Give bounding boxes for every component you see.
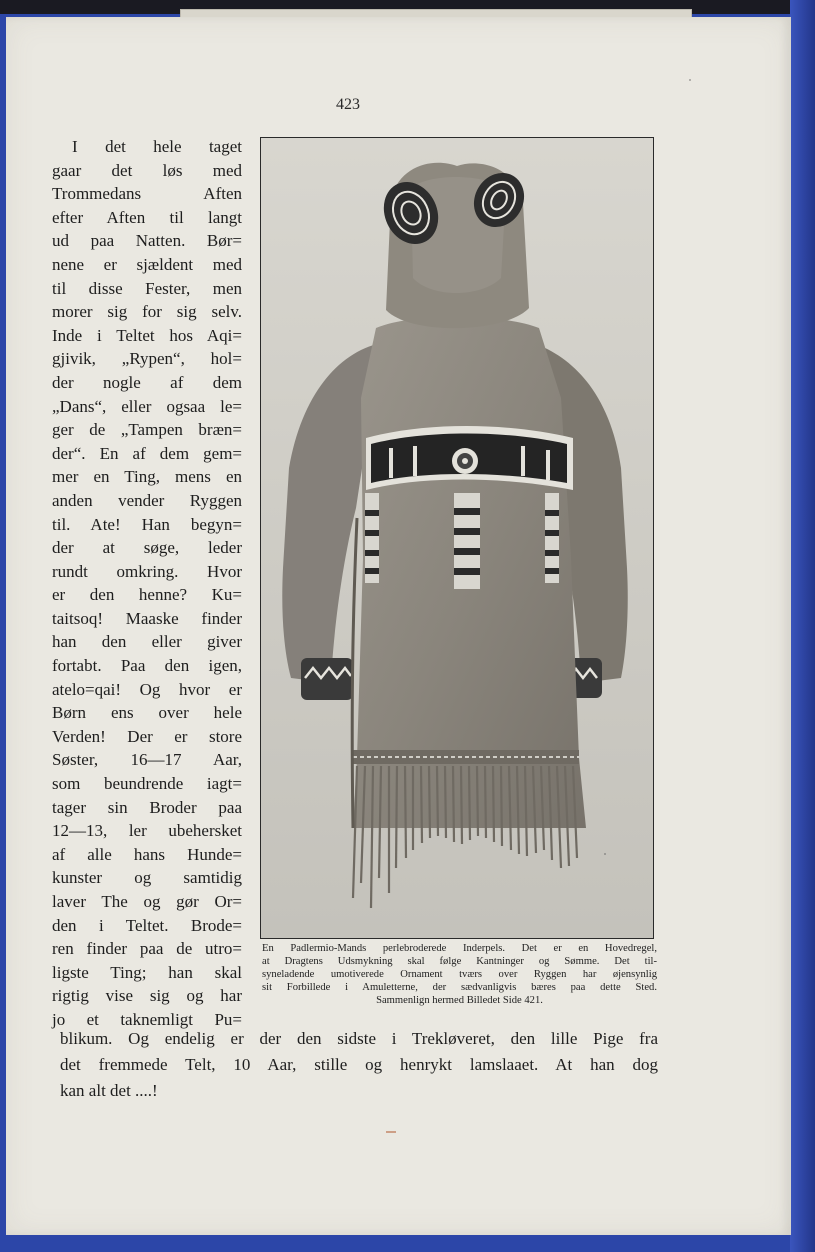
text-line: den i Teltet. Brode= [52, 915, 242, 935]
photo-caption [262, 942, 657, 1007]
text-line: atelo=qai! Og hvor er [52, 679, 242, 699]
caption-line: sit Forbillede i Amuletterne, der sædvanligvis bæres paa dette Sted. [262, 982, 657, 993]
caption-line: Sammenlign hermed Billedet Side 421. [376, 995, 543, 1006]
text-line: mer en Ting, mens en [52, 467, 242, 487]
text-line: det fremmede Telt, 10 Aar, stille og henrykt lamslaaet. At han dog [60, 1055, 658, 1074]
paper-speck [689, 79, 691, 81]
text-line: morer sig for sig selv. [52, 302, 242, 322]
fur-coat-illustration [261, 138, 653, 938]
text-line: gjivik, „Rypen“, hol= [52, 349, 242, 369]
text-line: af alle hans Hunde= [52, 844, 242, 864]
text-line: tager sin Broder paa [52, 797, 242, 817]
beaded-strand-right [545, 493, 559, 583]
text-line: efter Aften til langt [52, 207, 242, 227]
caption-line: at Dragtens Udsmykning skal følge Kantninger og Sømme. Det til- [262, 956, 657, 967]
cover-spine-edge [790, 0, 815, 1252]
text-line: Inde i Teltet hos Aqi= [52, 325, 242, 345]
caption-line: syneladende umotiverede Ornament tværs over Ryggen har øjensynlig [262, 969, 657, 980]
text-line: kan alt det ....! [60, 1081, 158, 1100]
beaded-strand-center [454, 493, 480, 589]
text-line: 12—13, ler ubehersket [52, 821, 242, 841]
text-line: laver The og gør Or= [52, 892, 242, 911]
text-line: Søster, 16—17 Aar, [52, 750, 242, 770]
text-line: til disse Fester, men [52, 278, 242, 298]
text-line: Verden! Der er store [52, 726, 242, 746]
text-line: gaar det løs med [52, 160, 242, 180]
page-number: 423 [336, 96, 360, 113]
text-line: taitsoq! Maaske finder [52, 608, 242, 628]
text-line: I det hele taget [72, 137, 242, 156]
text-line: jo et taknemligt Pu= [52, 1009, 242, 1029]
text-line: ger de „Tampen bræn= [52, 420, 242, 440]
text-line: til. Ate! Han begyn= [52, 514, 242, 534]
text-line: fortabt. Paa den igen, [52, 656, 242, 676]
text-line: Trommedans Aften [52, 184, 242, 204]
full-width-text [60, 1026, 658, 1104]
text-line: kunster og samtidig [52, 868, 242, 888]
text-line: han den eller giver [52, 632, 242, 652]
text-line: rigtig vise sig og har [52, 986, 242, 1006]
text-line: ligste Ting; han skal [52, 962, 242, 982]
text-line: er den henne? Ku= [52, 585, 242, 605]
text-line: der“. En af dem gem= [52, 443, 242, 463]
text-line: som beundrende iagt= [52, 774, 242, 794]
text-line: blikum. Og endelig er der den sidste i Trekløveret, den lille Pige fra [60, 1029, 658, 1048]
text-line: anden vender Ryggen [52, 490, 242, 510]
caption-line: En Padlermio-Mands perlebroderede Inderpels. Det er en Hovedregel, [262, 943, 657, 954]
text-line: ren finder paa de utro= [52, 939, 242, 959]
photo-fur-coat [260, 137, 654, 939]
text-line: der at søge, leder [52, 538, 242, 558]
text-line: nene er sjældent med [52, 254, 242, 274]
text-line: der nogle af dem [52, 372, 242, 392]
paper-speck [604, 853, 606, 855]
left-column-text [52, 135, 242, 1032]
beaded-strand-left [365, 493, 379, 583]
text-line: rundt omkring. Hvor [52, 561, 242, 581]
text-line: ud paa Natten. Bør= [52, 231, 242, 251]
book-page [6, 17, 791, 1235]
text-line: „Dans“, eller ogsaa le= [52, 396, 242, 416]
ink-mark [386, 1131, 396, 1133]
text-line: Børn ens over hele [52, 703, 242, 723]
